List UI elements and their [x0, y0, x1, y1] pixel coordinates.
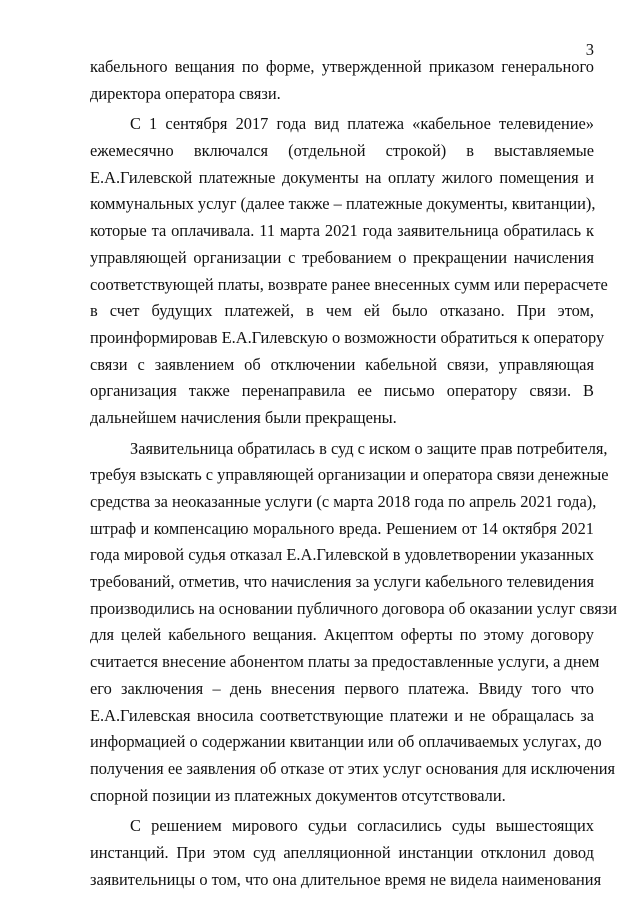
text-line: которые та оплачивала. 11 марта 2021 года заявительница обратилась к	[90, 221, 594, 241]
text-line: Е.А.Гилевской платежные документы на оплату жилого помещения и	[90, 167, 594, 187]
page-number: 3	[585, 40, 594, 59]
text-line: заявительницы о том, что она длительное время не видела наименования	[90, 869, 602, 889]
text-line: управляющей организации с требованием о прекращении начисления	[90, 247, 594, 267]
text-line: года мировой судья отказал Е.А.Гилевской в удовлетворении указанных	[90, 545, 594, 565]
text-line: штраф и компенсацию морального вреда. Решением от 14 октября 2021	[90, 518, 594, 538]
text-line: организация также перенаправила ее письмо оператору связи. В	[90, 381, 594, 401]
paragraph-2	[90, 111, 608, 431]
text-line: С 1 сентября 2017 года вид платежа «кабельное телевидение»	[130, 114, 594, 134]
paragraph-4	[90, 813, 602, 893]
text-line: для целей кабельного вещания. Акцептом оферты по этому договору	[90, 625, 594, 645]
text-line: в счет будущих платежей, в чем ей было отказано. При этом,	[90, 301, 594, 321]
text-line: требований, отметив, что начисления за услуги кабельного телевидения	[90, 572, 594, 592]
paragraph-1	[90, 54, 594, 107]
text-line: соответствующей платы, возврате ранее внесенных сумм или перерасчете	[90, 274, 608, 294]
text-line: ежемесячно включался (отдельной строкой) в выставляемые	[90, 141, 594, 161]
text-line: инстанций. При этом суд апелляционной инстанции отклонил довод	[90, 842, 594, 862]
text-line: требуя взыскать с управляющей организации и оператора связи денежные	[90, 465, 609, 485]
text-line: проинформировав Е.А.Гилевскую о возможности обратиться к оператору	[90, 327, 605, 347]
text-line: средства за неоказанные услуги (с марта 2018 года по апрель 2021 года),	[90, 492, 597, 511]
document-body	[90, 54, 617, 893]
text-line: информацией о содержании квитанции или об оплачиваемых услугах, до	[90, 732, 602, 752]
text-line: получения ее заявления об отказе от этих услуг основания для исключения	[90, 758, 616, 778]
text-line: С решением мирового судьи согласились суды вышестоящих	[130, 816, 594, 836]
text-line: коммунальных услуг (далее также – платежные документы, квитанции),	[90, 194, 596, 214]
text-line: Заявительница обратилась в суд с иском о защите прав потребителя,	[130, 438, 608, 458]
text-line: спорной позиции из платежных документов отсутствовали.	[90, 785, 506, 805]
paragraph-3	[90, 436, 617, 810]
text-line: Е.А.Гилевская вносила соответствующие платежи и не обращалась за	[90, 705, 594, 725]
text-line: директора оператора связи.	[90, 83, 281, 103]
text-line: считается внесение абонентом платы за предоставленные услуги, а днем	[90, 652, 600, 672]
text-line: производились на основании публичного договора об оказании услуг связи	[90, 598, 617, 618]
text-line: кабельного вещания по форме, утвержденной приказом генерального	[90, 57, 594, 76]
text-line: дальнейшем начисления были прекращены.	[90, 407, 397, 427]
text-line: его заключения – день внесения первого платежа. Ввиду того что	[90, 678, 594, 698]
text-line: связи с заявлением об отключении кабельной связи, управляющая	[90, 354, 594, 374]
